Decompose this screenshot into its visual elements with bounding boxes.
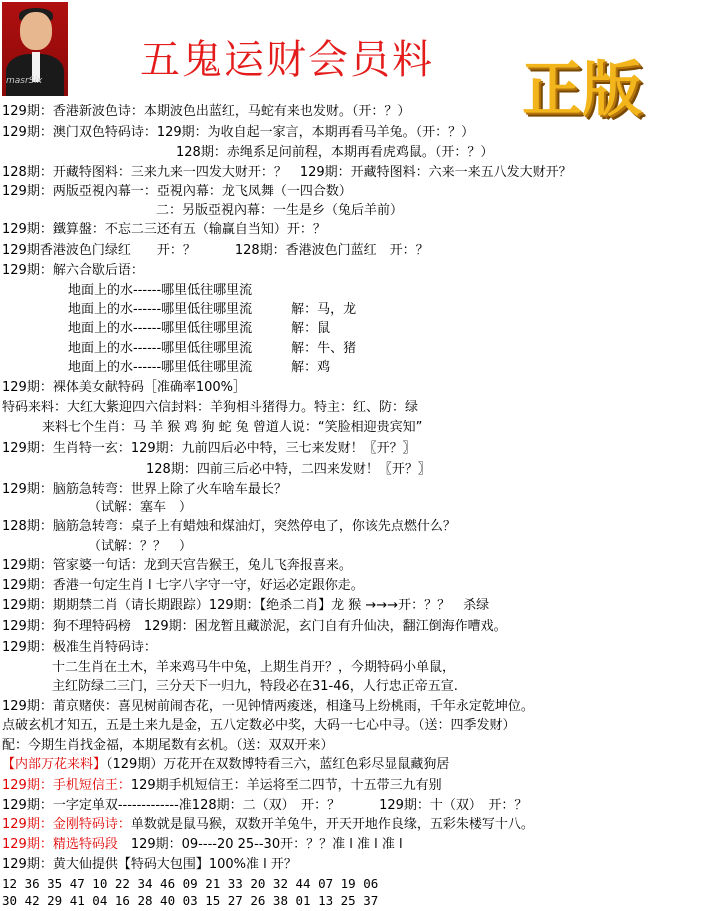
authentic-stamp: 正版	[522, 55, 642, 125]
text-line: （试解：塞车 ）	[88, 500, 193, 515]
line-rest: 单数就是鼠马猴，双数开羊兔牛，开天开地作良缘，五彩朱楼写十八。	[130, 817, 534, 832]
text-line: 129期：管家婆一句话：龙到天宫告猴王，兔儿飞奔报喜来。	[2, 558, 352, 573]
line-rest: 129期手机短信王：羊运将至二四节，十五带三九有别	[130, 778, 442, 793]
text-line: 点破玄机才知五，五是土来九是金，五八定数必中奖，大码一七心中寻。（送：四季发财）	[2, 718, 516, 733]
text-line	[2, 817, 534, 833]
text-line	[2, 757, 449, 773]
text-line: 129期：解六合歇后语：	[2, 263, 144, 278]
text-line: 主红防绿二三门，三分天下一归九，特段必在31-46，人行忠正帝五宣.	[52, 679, 458, 694]
text-line: 地面上的水------哪里低往哪里流	[68, 283, 253, 298]
highlight-label: 129期：金刚特码诗：	[2, 817, 131, 832]
text-line: 128期：四前三后必中特，二四来发财！〖开？〗	[146, 462, 431, 477]
text-line: 129期：澳门双色特码诗：129期：为收自起一家言，本期再看马羊兔。（开：？）	[2, 125, 475, 140]
text-line: 配：今期生肖找金福，本期尾数有玄机。（送：双双开来）	[2, 738, 334, 753]
highlight-label: 【内部万花来料】	[2, 757, 107, 772]
line-rest: 129期：09----20 25--30开：？？准 l 准 l 准 l	[117, 837, 403, 852]
text-line: 128期：脑筋急转弯：桌子上有蜡烛和煤油灯，突然停电了，你该先点燃什么？	[2, 519, 456, 534]
text-line: 129期：裸体美女献特码［准确率100%］	[2, 380, 246, 395]
text-line: 129期：脑筋急转弯：世界上除了火车啥车最长？	[2, 482, 287, 497]
text-line: 128期：开藏特图料：三来九来一四发大财开：？ 129期：开藏特图料：六来一来五八发大财开？	[2, 165, 572, 180]
text-line: 129期：鐵算盤：不忘二三还有五（输赢自当知）开：？	[2, 222, 326, 237]
portrait-caption: masrSix	[6, 76, 43, 86]
text-line: 129期香港波色门绿红 开：？ 128期：香港波色门蓝红 开：？	[2, 243, 429, 258]
text-line	[2, 778, 442, 794]
text-line: 129期：极准生肖特码诗：	[2, 640, 157, 655]
portrait-photo	[2, 2, 68, 96]
text-line: 129期：两版亞視內幕一：亞視內幕：龙飞凤舞（一四合数）	[2, 184, 352, 199]
text-line: 129期：香港新波色诗：本期波色出蓝红，马蛇有来也发财。（开：？）	[2, 104, 411, 119]
highlight-label: 129期：手机短信王：	[2, 778, 131, 793]
text-line: 129期：狗不理特码榜 129期：困龙暂且藏淤泥，玄门自有升仙决，翻江倒海作嘈戏。	[2, 619, 507, 634]
text-line: 129期：香港一句定生肖 l 七字八字守一守，好运必定跟你走。	[2, 578, 364, 593]
page-title: 五鬼运财会员料	[140, 37, 434, 83]
text-line: 来料七个生肖：马 羊 猴 鸡 狗 蛇 兔 曾道人说：“笑脸相迎贵宾知”	[42, 420, 423, 435]
line-rest: （129期）万花开在双数博特看三六，蓝红色彩尽显鼠藏狗居	[106, 757, 450, 772]
text-line: 129期：一字定单双-------------准128期：二（双） 开：？ 129期：十（双） 开：？	[2, 798, 528, 813]
text-line: 二：另版亞視內幕：一生是乡（兔后羊前）	[156, 203, 404, 218]
text-line: 十二生肖在土木，羊来鸡马牛中兔，上期生肖开？，今期特码小单鼠，	[52, 660, 456, 675]
text-line: 129期：莆京赌侠：喜见树前闹杏花，一见钟情两痠迷，相逢马上纷桃雨，千年永定乾坤位。	[2, 699, 534, 714]
text-line: 129期：黄大仙提供【特码大包围】100%准 l 开？	[2, 857, 297, 872]
text-line	[2, 837, 403, 853]
portrait-face	[20, 12, 52, 50]
text-line: 地面上的水------哪里低往哪里流 解：马，龙	[68, 302, 357, 317]
text-line: 128期：赤绳系足问前程，本期再看虎鸡鼠。（开：？）	[176, 145, 494, 160]
text-line: 129期：生肖特一玄：129期：九前四后必中特，三七来发财！〖开？〗	[2, 441, 416, 456]
text-line: 地面上的水------哪里低往哪里流 解：鼠	[68, 321, 331, 336]
text-line: （试解：？？ ）	[88, 539, 193, 554]
text-line: 地面上的水------哪里低往哪里流 解：鸡	[68, 360, 331, 375]
highlight-label: 129期：精选特码段	[2, 837, 118, 852]
text-line: 129期：期期禁二肖（请长期跟踪）129期：【绝杀二肖】龙 猴 →→→开：？？ 杀绿	[2, 598, 490, 613]
number-row: 12 36 35 47 10 22 34 46 09 21 33 20 32 44 07 19 06	[2, 876, 379, 891]
text-line: 地面上的水------哪里低往哪里流 解：牛、猪	[68, 341, 357, 356]
text-line: 特码来料：大红大紫迎四六信封料：羊狗相斗猪得力。特主：红、防：绿	[2, 400, 419, 415]
number-row: 30 42 29 41 04 16 28 40 03 15 27 26 38 01 13 25 37	[2, 893, 379, 908]
